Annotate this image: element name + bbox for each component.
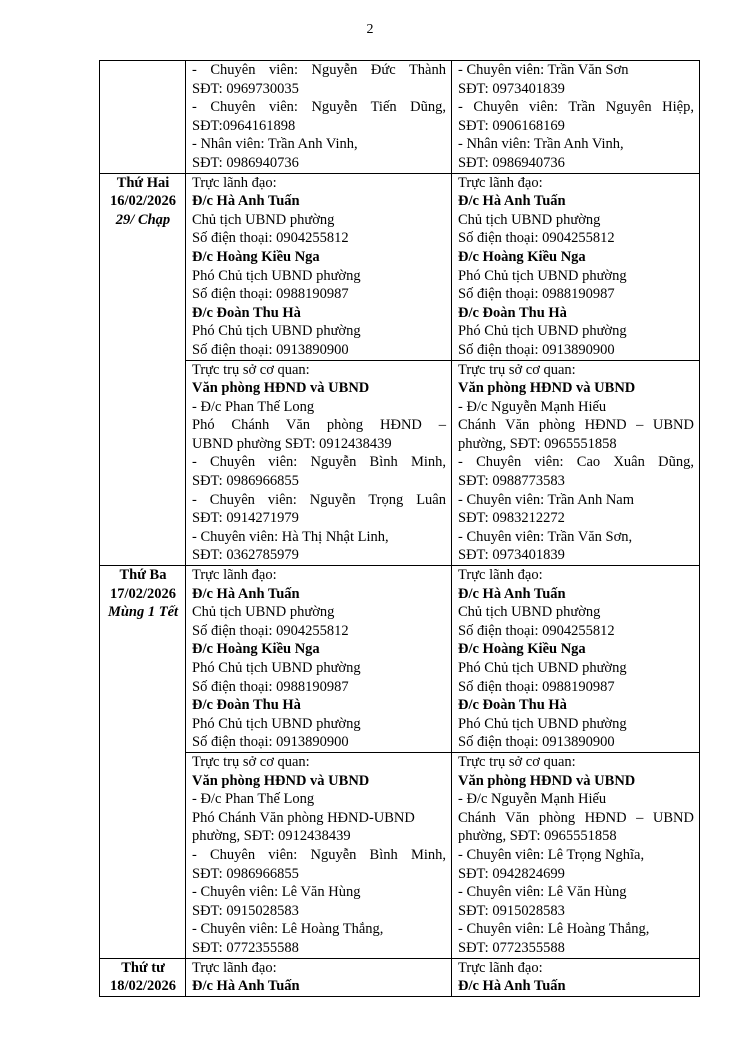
date: 16/02/2026 [109,193,177,210]
leader-name: Đ/c Đoàn Thu Hà [458,304,567,321]
office-heading: Trực trụ sở cơ quan: [458,361,576,378]
leaders-cell [452,173,700,360]
staff-line: - Chuyên viên: Lê Văn Hùng [192,884,361,901]
staff-line: - Chuyên viên: Hà Thị Nhật Linh, [192,528,389,545]
leaders-heading: Trực lãnh đạo: [458,567,543,584]
staff-line: - Chuyên viên: Lê Hoàng Thắng, [458,921,650,938]
continuation-right [452,61,700,174]
leader-name: Đ/c Hoàng Kiều Nga [192,248,320,265]
day-row-tuesday-office [100,752,700,958]
staff-line: - Nhân viên: Trần Anh Vinh, [458,136,624,153]
leaders-heading: Trực lãnh đạo: [192,959,277,976]
staff-line: - Chuyên viên: Trần Nguyên Hiệp, [458,99,694,116]
office-cell [452,752,700,958]
leader-role: Chủ tịch UBND phường [458,604,601,621]
phone-line: SĐT: 0973401839 [458,547,565,564]
staff-line: - Chuyên viên: Nguyễn Tiến Dũng, [192,99,446,116]
phone-line: SĐT: 0986966855 [192,865,299,882]
day-row-monday-leaders [100,173,700,360]
office-heading: Trực trụ sở cơ quan: [458,753,576,770]
staff-line: - Chuyên viên: Nguyễn Trọng Luân [192,491,446,508]
leader-name: Đ/c Hà Anh Tuấn [192,193,300,210]
leader-role: Chủ tịch UBND phường [458,211,601,228]
day-row-wednesday-leaders [100,958,700,996]
leader-name: Đ/c Đoàn Thu Hà [192,697,301,714]
leader-phone: Số điện thoại: 0904255812 [458,622,615,639]
leader-role: Phó Chủ tịch UBND phường [458,660,627,676]
leaders-heading: Trực lãnh đạo: [192,174,277,191]
leaders-cell [186,566,452,753]
staff-line: - Đ/c Nguyễn Mạnh Hiếu [458,791,607,808]
leader-phone: Số điện thoại: 0913890900 [192,734,349,751]
weekday: Thứ Hai [116,174,170,191]
phone-line: SĐT: 0914271979 [192,510,299,527]
phone-line: SĐT: 0988773583 [458,473,565,490]
day-label-monday [100,173,186,565]
phone-line: SĐT: 0983212272 [458,510,565,527]
leader-phone: Số điện thoại: 0904255812 [458,230,615,247]
leader-role: Phó Chủ tịch UBND phường [192,660,361,676]
staff-line: - Chuyên viên: Trần Anh Nam [458,491,635,508]
leader-name: Đ/c Hà Anh Tuấn [192,978,300,995]
staff-line: - Chuyên viên: Lê Trọng Nghĩa, [458,846,645,863]
page-number: 2 [366,22,374,37]
office-unit: Văn phòng HĐND và UBND [192,772,370,789]
office-cell [452,360,700,566]
office-cell [186,360,452,566]
staff-line: Chánh Văn phòng HĐND – UBND [458,417,694,434]
leader-role: Phó Chủ tịch UBND phường [192,715,361,732]
staff-line: - Chuyên viên: Nguyễn Đức Thành [192,62,446,78]
staff-line: - Chuyên viên: Lê Văn Hùng [458,884,627,901]
office-unit: Văn phòng HĐND và UBND [458,772,636,789]
leaders-cell [186,958,452,996]
day-row-tuesday-leaders [100,566,700,753]
leaders-cell [186,173,452,360]
staff-line: phường, SĐT: 0965551858 [458,828,617,845]
staff-line: - Đ/c Phan Thế Long [192,398,315,415]
leader-role: Chủ tịch UBND phường [192,604,335,621]
phone-line: SĐT: 0942824699 [458,865,565,882]
phone-line: SĐT: 0915028583 [458,902,565,919]
weekday: Thứ Ba [119,567,167,584]
staff-line: phường, SĐT: 0965551858 [458,435,617,452]
leader-role: Phó Chủ tịch UBND phường [458,267,627,284]
day-cell-empty [100,61,186,174]
phone-line: SĐT: 0772355588 [192,939,299,956]
leader-phone: Số điện thoại: 0988190987 [458,286,615,303]
leader-name: Đ/c Hà Anh Tuấn [458,978,566,995]
weekday: Thứ tư [121,959,165,976]
office-cell [186,752,452,958]
leader-phone: Số điện thoại: 0988190987 [192,678,349,695]
office-heading: Trực trụ sở cơ quan: [192,753,310,770]
staff-line: - Đ/c Nguyễn Mạnh Hiếu [458,398,607,415]
date: 17/02/2026 [109,585,177,602]
staff-line: Phó Chánh Văn phòng HĐND-UBND [192,809,415,826]
staff-line: - Chuyên viên: Trần Văn Sơn, [458,528,633,545]
leader-name: Đ/c Hà Anh Tuấn [192,585,300,602]
duty-schedule-table [99,60,700,997]
phone-line: SĐT: 0906168169 [458,117,565,134]
leaders-heading: Trực lãnh đạo: [458,174,543,191]
leader-name: Đ/c Hà Anh Tuấn [458,193,566,210]
leaders-heading: Trực lãnh đạo: [192,567,277,584]
leader-phone: Số điện thoại: 0904255812 [192,230,349,247]
continuation-left [186,61,452,174]
phone-line: SĐT: 0362785979 [192,547,299,564]
staff-line: - Chuyên viên: Lê Hoàng Thắng, [192,921,384,938]
leader-phone: Số điện thoại: 0913890900 [458,734,615,751]
office-unit: Văn phòng HĐND và UBND [192,380,370,397]
leader-role: Phó Chủ tịch UBND phường [458,715,627,732]
leader-role: Phó Chủ tịch UBND phường [192,323,361,340]
leaders-cell [452,566,700,753]
phone-line: SĐT: 0915028583 [192,902,299,919]
staff-line: - Chuyên viên: Cao Xuân Dũng, [458,454,694,471]
leader-role: Chủ tịch UBND phường [192,211,335,228]
staff-line: phường, SĐT: 0912438439 [192,828,351,845]
leader-phone: Số điện thoại: 0988190987 [192,286,349,303]
phone-line: SĐT: 0969730035 [192,80,299,97]
leader-phone: Số điện thoại: 0988190987 [458,678,615,695]
leader-role: Phó Chủ tịch UBND phường [192,267,361,284]
leader-name: Đ/c Đoàn Thu Hà [458,697,567,714]
staff-line: - Đ/c Phan Thế Long [192,791,315,808]
phone-line: SĐT: 0986940736 [458,154,565,171]
phone-line: SĐT:0964161898 [192,117,296,134]
leader-name: Đ/c Hoàng Kiều Nga [458,641,586,658]
leaders-cell [452,958,700,996]
phone-line: SĐT: 0986966855 [192,473,299,490]
leader-name: Đ/c Hoàng Kiều Nga [458,248,586,265]
office-unit: Văn phòng HĐND và UBND [458,380,636,397]
day-label-tuesday [100,566,186,958]
lunar-note: 29/ Chạp [115,211,171,228]
staff-line: UBND phường SĐT: 0912438439 [192,435,392,452]
staff-line: - Chuyên viên: Trần Văn Sơn [458,62,629,78]
date: 18/02/2026 [109,978,177,995]
office-heading: Trực trụ sở cơ quan: [192,361,310,378]
staff-line: Phó Chánh Văn phòng HĐND – [192,417,446,434]
continuation-row [100,61,700,174]
lunar-note: Mùng 1 Tết [107,604,179,621]
staff-line: - Chuyên viên: Nguyễn Bình Minh, [192,846,446,863]
phone-line: SĐT: 0973401839 [458,80,565,97]
staff-line: - Chuyên viên: Nguyễn Bình Minh, [192,454,446,471]
day-label-wednesday [100,958,186,996]
leader-name: Đ/c Hoàng Kiều Nga [192,641,320,658]
leader-phone: Số điện thoại: 0904255812 [192,622,349,639]
leader-phone: Số điện thoại: 0913890900 [458,341,615,358]
staff-line: Chánh Văn phòng HĐND – UBND [458,809,694,826]
leaders-heading: Trực lãnh đạo: [458,959,543,976]
leader-role: Phó Chủ tịch UBND phường [458,323,627,340]
phone-line: SĐT: 0986940736 [192,154,299,171]
staff-line: - Nhân viên: Trần Anh Vinh, [192,136,358,153]
leader-phone: Số điện thoại: 0913890900 [192,341,349,358]
phone-line: SĐT: 0772355588 [458,939,565,956]
leader-name: Đ/c Đoàn Thu Hà [192,304,301,321]
day-row-monday-office [100,360,700,566]
leader-name: Đ/c Hà Anh Tuấn [458,585,566,602]
